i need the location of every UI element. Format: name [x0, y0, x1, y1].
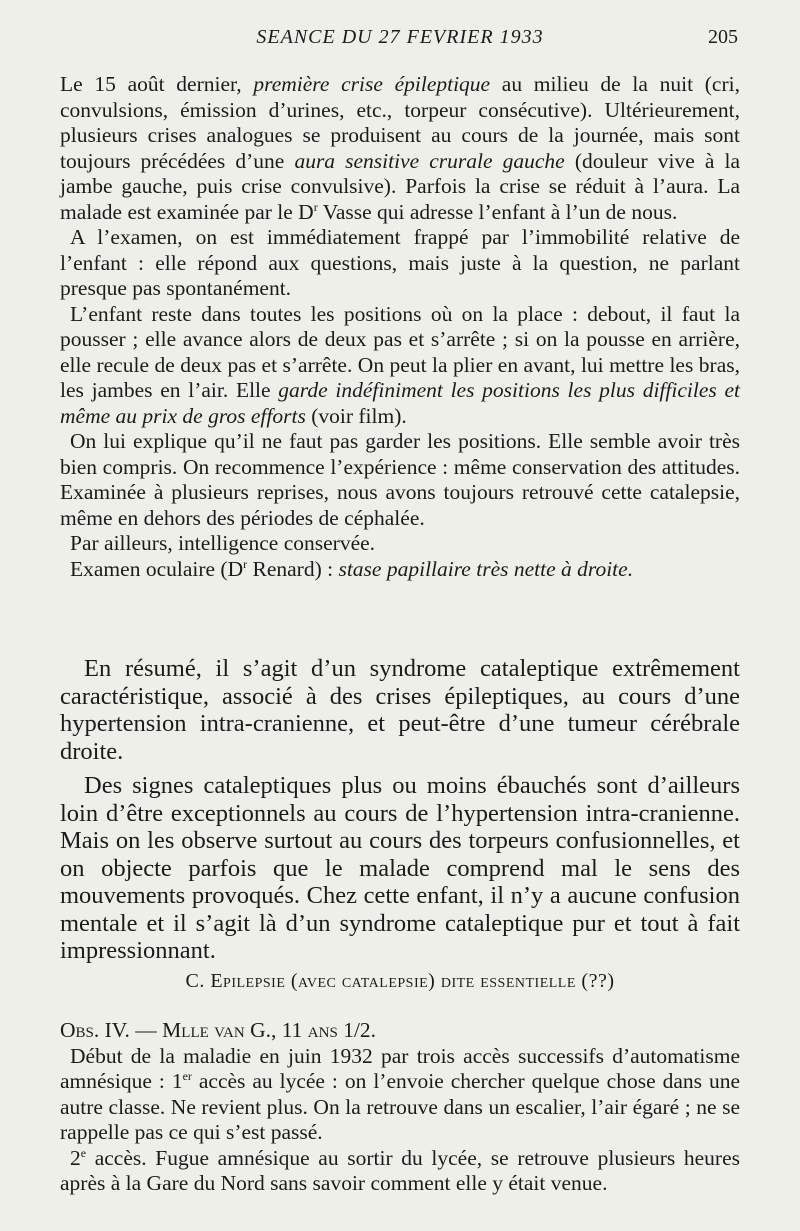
paragraph [60, 772, 740, 965]
paragraph [60, 302, 740, 430]
text-run: Renard) : [247, 556, 339, 581]
text-run: A l’examen, on est immédiatement frappé par l’immobilité relative de l’enfant : elle répond aux questions, mais juste à la question, ne parlant presque pas spontanément. [60, 225, 740, 300]
text-run: 2 [70, 1145, 81, 1170]
text-run: Par ailleurs, intelligence conservée. [70, 531, 376, 555]
text-run: L’enfant reste dans toutes les positions où on la place : debout, il faut la pousser ; elle avance alors de deux pas et s’arrête ; si on la pousse en arrière, elle recule de deux pas et s’arrête. On peut la plier en avant, lui mettre les bras, les jambes en l’air. Elle [60, 301, 740, 402]
text-run: au milieu de la nuit (cri, convulsions, émission d’urines, etc., torpeur consécutive). Ultérieurement, plusieurs crises analogues se produisent au cours de la journée, mais sont toujours précédées d’une [60, 72, 740, 173]
italic-text: garde indéfiniment les positions les plus difficiles et même au prix de gros efforts [60, 378, 740, 428]
paragraph [60, 429, 740, 531]
text-run: En résumé, il s’agit d’un syndrome cataleptique extrêmement caractéristique, associé à des crises épileptiques, au cours d’une hypertension intra-cranienne, et peut-être d’une tumeur cérébrale droite. [60, 655, 740, 765]
text-run: accès. Fugue amnésique au sortir du lycée, se retrouve plusieurs heures après à la Gare du Nord sans savoir comment elle y était venue. [60, 1145, 740, 1195]
superscript: r [313, 199, 318, 214]
text-run: Vasse qui adresse l’enfant à l’un de nous. [317, 199, 678, 224]
paragraph [60, 1146, 740, 1197]
text-run: Examen oculaire (D [70, 556, 244, 581]
italic-text: aura sensitive crurale gauche [294, 148, 565, 173]
page-number: 205 [708, 26, 738, 48]
superscript: e [80, 1145, 87, 1160]
italic-text: stase papillaire très nette à droite. [338, 556, 634, 581]
paragraph [60, 531, 740, 557]
running-title: SEANCE DU 27 FEVRIER 1933 [256, 26, 544, 48]
case-description [60, 72, 740, 582]
observation-section [60, 1018, 740, 1197]
summary-section [60, 655, 740, 965]
observation-title [60, 1018, 740, 1044]
italic-text: première crise épileptique [253, 72, 491, 96]
text-run: accès au lycée : on l’envoie chercher quelque chose dans une autre classe. Ne revient plus. On la retrouve dans un escalier, l’air égaré ; ne se rappelle pas ce qui s’est passé. [60, 1069, 740, 1144]
text-run: Obs. IV. — Mlle van G., 11 ans 1/2. [60, 1018, 377, 1042]
paragraph [60, 655, 740, 765]
text-run: Le 15 août dernier, [60, 72, 254, 96]
text-run: Début de la maladie en juin 1932 par trois accès successifs d’automatisme amnésique : 1 [60, 1043, 740, 1093]
paragraph [60, 557, 740, 583]
running-header [62, 26, 738, 56]
paragraph [60, 225, 740, 302]
text-run: On lui explique qu’il ne faut pas garder les positions. Elle semble avoir très bien compris. On recommence l’expérience : même conservation des attitudes. Examinée à plusieurs reprises, nous avons toujours retrouvé cette catalepsie, même en dehors des périodes de céphalée. [60, 429, 740, 530]
paragraph [60, 72, 740, 225]
superscript: r [243, 556, 248, 571]
text-run: Des signes cataleptiques plus ou moins ébauchés sont d’ailleurs loin d’être exceptionnels au cours de l’hypertension intra-cranienne. Mais on les observe surtout au cours des torpeurs confusionnelles, et on objecte parfois que le malade comprend mal le sens des mouvements provoqués. Chez cette enfant, il n’y a aucune confusion mentale et il s’agit là d’un syndrome cataleptique pur et tout à fait impressionnant. [60, 772, 740, 964]
superscript: er [182, 1068, 192, 1083]
text-run: (douleur vive à la jambe gauche, puis crise convulsive). Parfois la crise se réduit à l’aura. La malade est examinée par le D [60, 148, 740, 224]
section-heading: C. Epilepsie (avec catalepsie) dite essentielle (??) [185, 970, 615, 992]
text-run: (voir film). [305, 403, 407, 428]
paragraph [60, 1044, 740, 1146]
